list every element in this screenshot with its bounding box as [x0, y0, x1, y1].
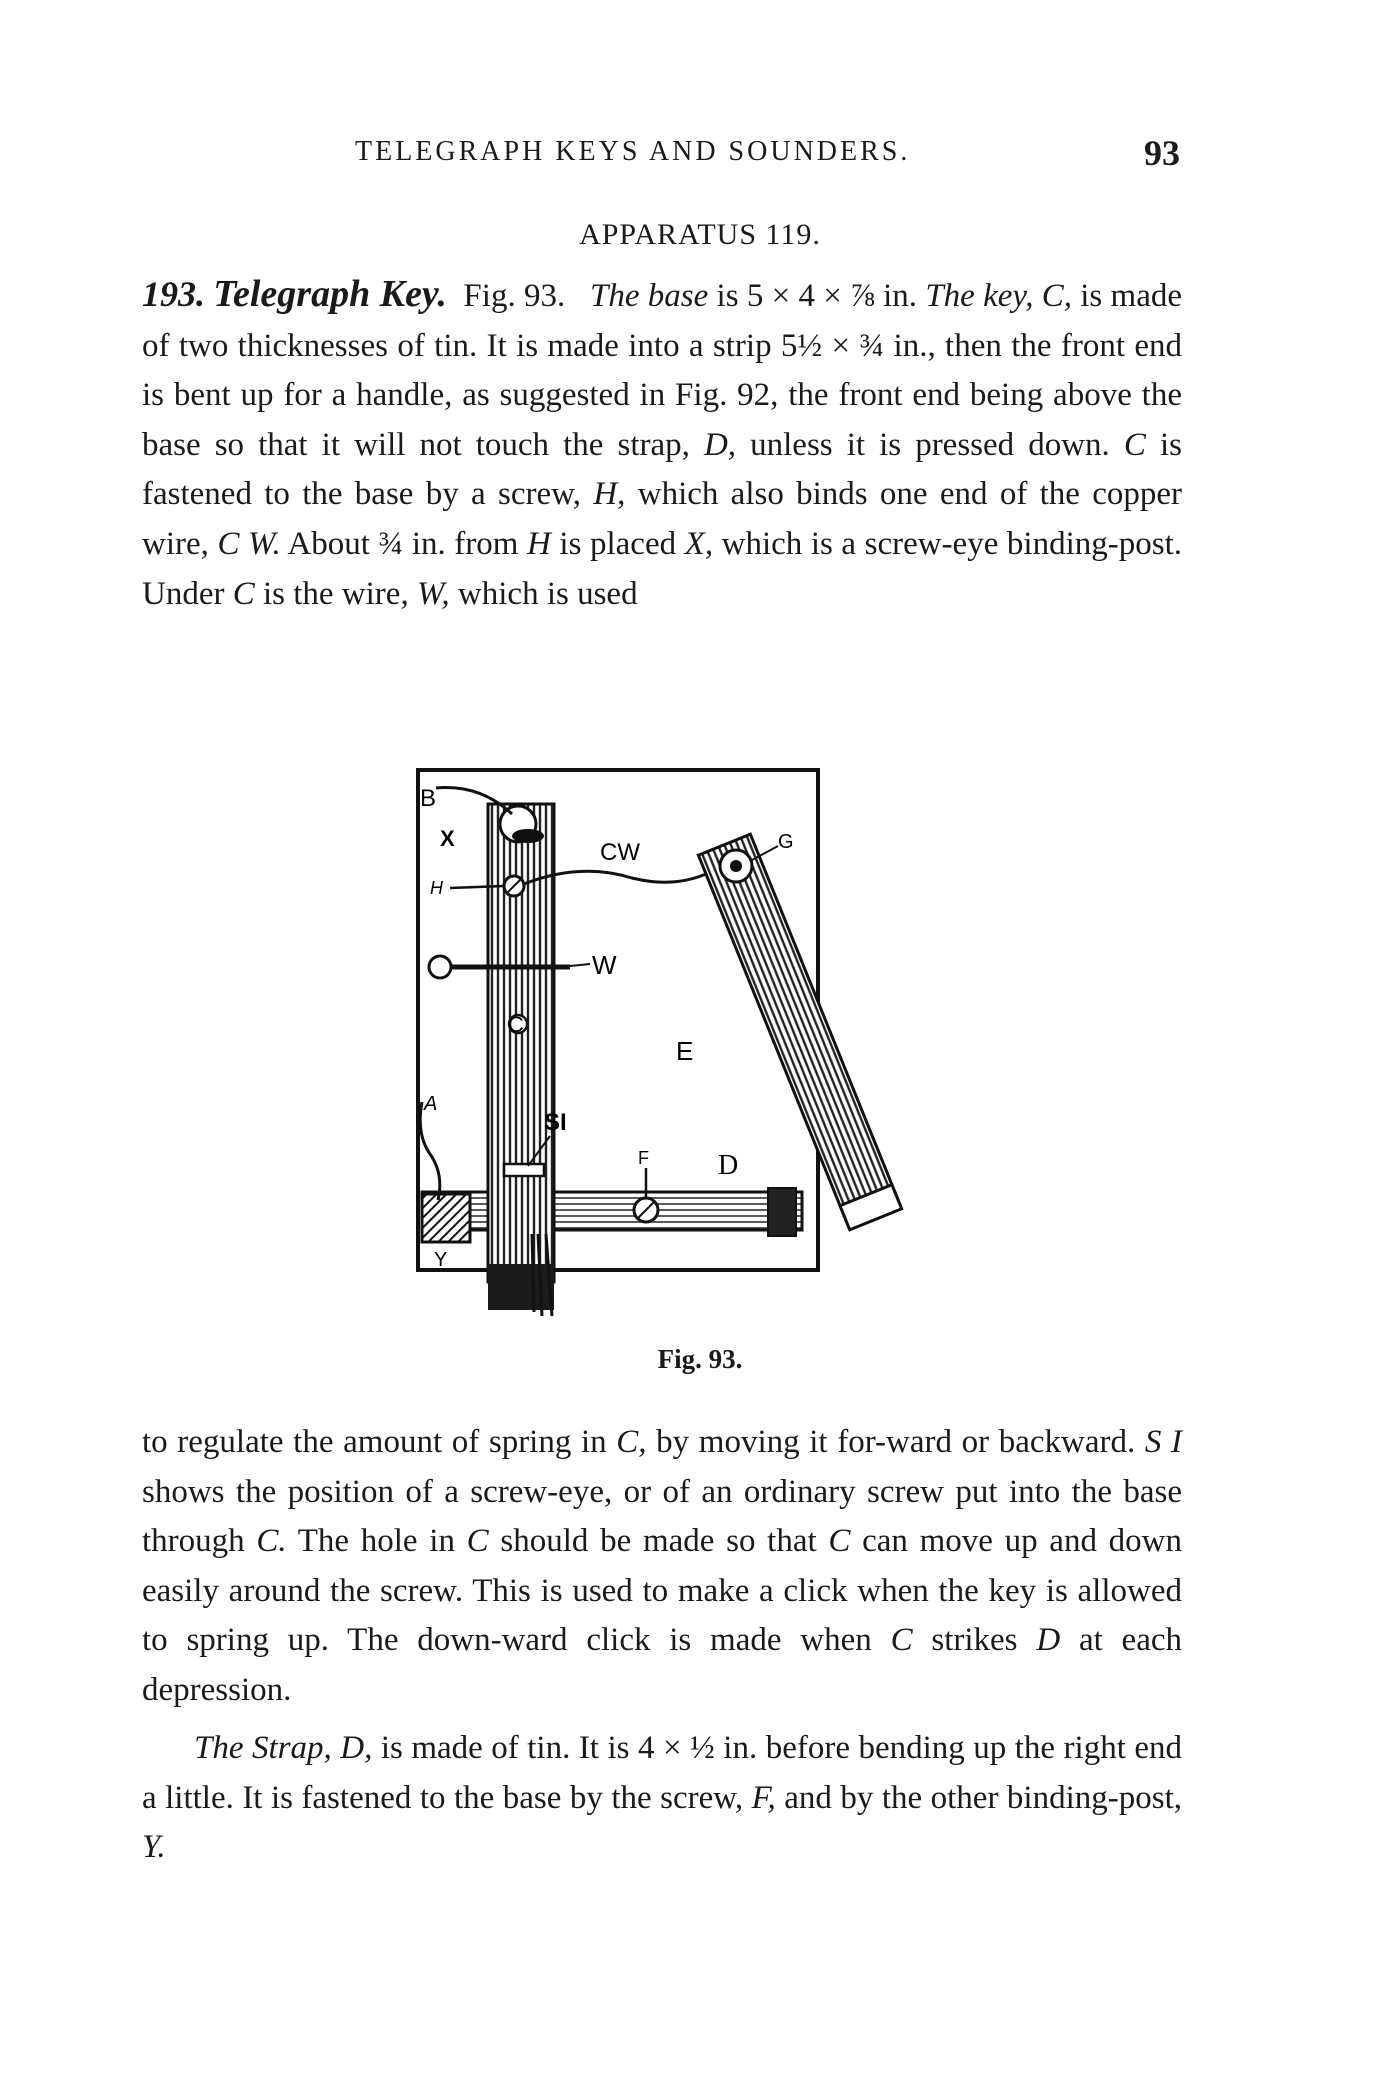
text-run: is made of tin. It is 4 × ½ in. before bending up the right end a little. It is fastened to the base by the screw,	[142, 1730, 1183, 1816]
text-run: which is used	[449, 575, 638, 612]
text-run: by moving it for-ward or backward.	[646, 1424, 1145, 1460]
label-y: Y	[434, 1249, 448, 1271]
text-run: shows the position of a screw-eye, or of an ordinary screw put into the base through	[142, 1473, 1182, 1560]
text-run: should be made so that	[488, 1523, 829, 1560]
figure-reference: Fig. 93.	[463, 278, 566, 314]
text-run: which also binds one end of the copper wire,	[142, 476, 1182, 562]
paragraph-telegraph-key	[142, 270, 1182, 619]
text-run: to regulate the amount of spring in	[142, 1424, 617, 1460]
post-g-center	[730, 860, 742, 872]
paragraph-continuation	[142, 1418, 1182, 1716]
strap-end	[768, 1188, 796, 1236]
apparatus-heading: APPARATUS 119.	[579, 218, 821, 251]
italic-h: H,	[593, 476, 626, 513]
text-run: strikes	[912, 1622, 1037, 1659]
text-run: is 5 × 4 × ⅞ in.	[708, 278, 926, 314]
screw-eye-si	[504, 1164, 544, 1176]
label-f: F	[638, 1148, 649, 1168]
section-title: Telegraph Key.	[213, 273, 447, 315]
figure-93-diagram	[400, 764, 940, 1324]
italic-key: The key, C,	[925, 278, 1072, 314]
text-run: can move up and down easily around the screw. This is used to make a click when the key is allowed to spring up. The down-ward click is made when	[142, 1523, 1182, 1659]
label-cw: CW	[600, 839, 640, 866]
italic-d: D	[1036, 1622, 1061, 1659]
italic-c: C	[1123, 426, 1146, 463]
text-run: The hole in	[286, 1523, 467, 1560]
italic-y: Y.	[142, 1829, 166, 1866]
italic-d: D,	[703, 426, 737, 463]
italic-c: C	[828, 1523, 851, 1560]
label-h: H	[430, 878, 443, 898]
text-run: at each depression.	[142, 1622, 1182, 1708]
label-a: A	[424, 1093, 438, 1115]
wire-a	[420, 1102, 440, 1200]
text-run: is made of two thicknesses of tin. It is made into a strip 5½ × ¾ in., then the front end is bent up for a handle, as suggested in Fig. 92, the front end being above the base so that it will not touch the strap,	[142, 278, 1182, 463]
label-si: SI	[544, 1109, 567, 1136]
italic-h: H	[527, 525, 551, 562]
italic-cw: C W.	[217, 525, 281, 562]
figure-caption: Fig. 93.	[657, 1344, 743, 1374]
text-run: and by the other binding-post,	[775, 1779, 1182, 1816]
text-run: which is a screw-eye binding-post. Under	[142, 525, 1182, 612]
text-run: is fastened to the base by a screw,	[142, 426, 1182, 513]
italic-c: C.	[256, 1523, 287, 1560]
label-b: B	[420, 785, 437, 812]
text-run: is the wire,	[254, 575, 417, 612]
label-w: W	[592, 950, 617, 980]
key-handle	[488, 1264, 554, 1310]
italic-c: C,	[616, 1424, 647, 1460]
strap-d	[422, 1192, 802, 1230]
paragraph-strap	[142, 1724, 1182, 1873]
running-head	[140, 133, 1180, 176]
label-g: G	[778, 831, 794, 853]
italic-strap: The Strap, D,	[194, 1730, 373, 1766]
label-x: X	[440, 826, 455, 851]
italic-x: X,	[684, 525, 714, 562]
text-run: is placed	[550, 525, 685, 562]
text-run: About ¾ in. from	[280, 525, 528, 562]
label-d: D	[718, 1150, 739, 1181]
italic-c: C	[232, 575, 255, 612]
italic-w: W,	[416, 575, 450, 612]
section-number: 193.	[142, 274, 205, 314]
text-run: unless it is pressed down.	[736, 426, 1124, 463]
italic-si: S I	[1144, 1424, 1182, 1460]
screw-eye-left	[429, 956, 451, 978]
binding-post-y	[422, 1194, 470, 1242]
italic-c: C	[466, 1523, 489, 1560]
key-lever-c	[488, 804, 554, 1282]
italic-base: The base	[590, 278, 709, 314]
italic-f: F,	[751, 1779, 776, 1816]
label-c: C	[508, 1012, 524, 1037]
screw-eye-x-shadow	[512, 829, 544, 843]
running-title: TELEGRAPH KEYS AND SOUNDERS.	[355, 136, 911, 167]
label-e: E	[676, 1036, 694, 1066]
page-number: 93	[1144, 133, 1180, 173]
italic-c: C	[890, 1622, 913, 1659]
telegraph-key-drawing	[400, 764, 940, 1324]
